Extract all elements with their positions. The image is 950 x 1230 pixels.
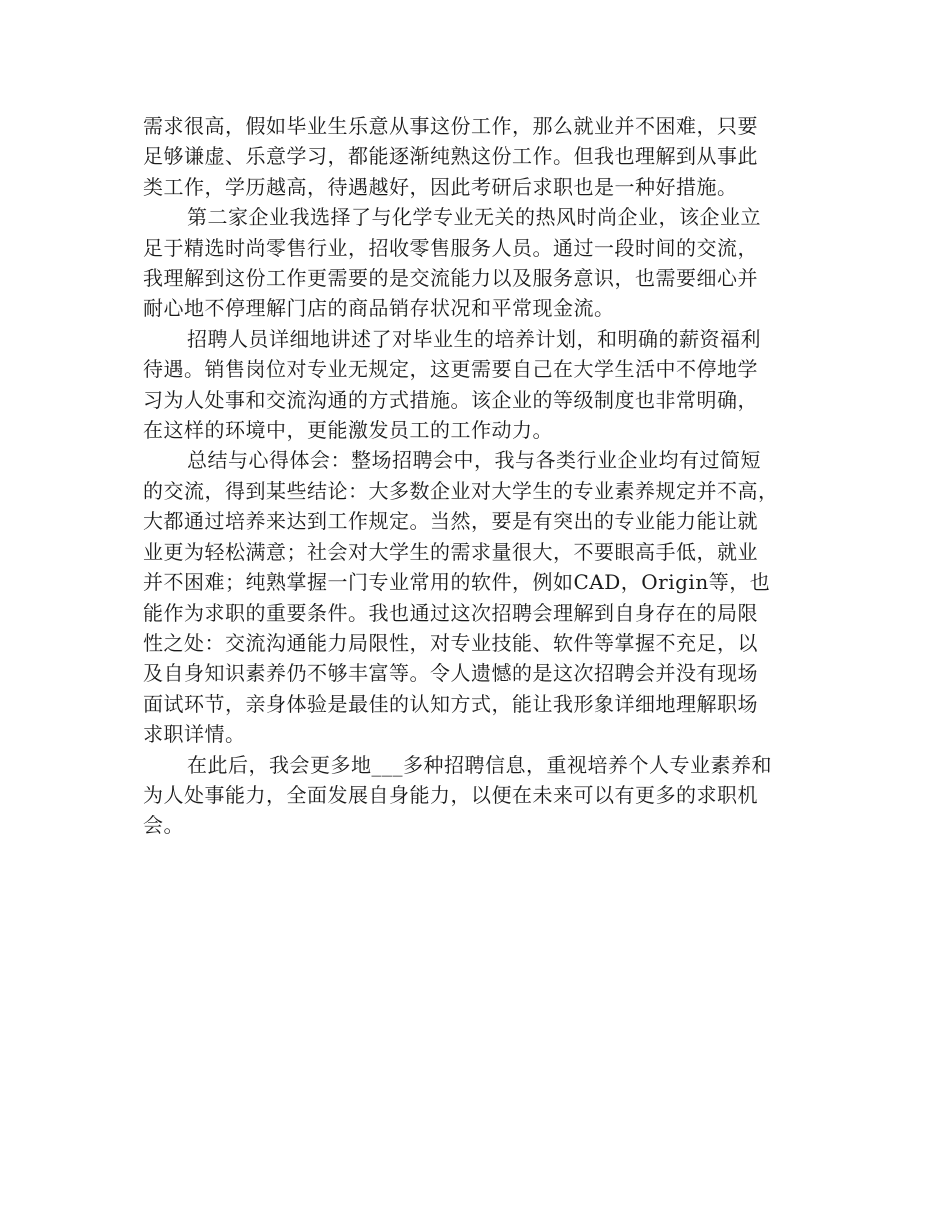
text-line: 习为人处事和交流沟通的方式措施。该企业的等级制度也非常明确，: [143, 387, 758, 412]
paragraph-2: [143, 202, 808, 324]
text-line: 耐心地不停理解门店的商品销存状况和平常现金流。: [143, 296, 615, 321]
text-line: 会。: [143, 813, 184, 838]
text-line: 及自身知识素养仍不够丰富等。令人遗憾的是这次招聘会并没有现场: [143, 661, 758, 686]
text-line: 我理解到这份工作更需要的是交流能力以及服务意识，也需要细心并: [143, 266, 758, 291]
text-line: 待遇。销售岗位对专业无规定，这更需要自己在大学生活中不停地学: [143, 357, 758, 382]
document-body: [143, 111, 808, 841]
text-line: 为人处事能力，全面发展自身能力，以便在未来可以有更多的求职机: [143, 782, 758, 807]
text-line: 在此后，我会更多地___多种招聘信息，重视培养个人专业素养和: [187, 752, 772, 777]
text-line: 面试环节，亲身体验是最佳的认知方式，能让我形象详细地理解职场: [143, 691, 758, 716]
text-line: 并不困难；纯熟掌握一门专业常用的软件，例如CAD，Origin等，也: [143, 570, 771, 595]
paragraph-4: [143, 445, 808, 749]
text-line: 性之处：交流沟通能力局限性，对专业技能、软件等掌握不充足，以: [143, 630, 758, 655]
paragraph-1: [143, 111, 808, 202]
text-line: 类工作，学历越高，待遇越好，因此考研后求职也是一种好措施。: [143, 174, 738, 199]
text-line: 需求很高，假如毕业生乐意从事这份工作，那么就业并不困难，只要: [143, 114, 758, 138]
paragraph-5: [143, 750, 808, 841]
text-line: 在这样的环境中，更能激发员工的工作动力。: [143, 418, 553, 443]
text-line: 能作为求职的重要条件。我也通过这次招聘会理解到自身存在的局限: [143, 600, 758, 625]
text-line: 足够谦虚、乐意学习，都能逐渐纯熟这份工作。但我也理解到从事此: [143, 144, 758, 169]
text-line: 求职详情。: [143, 722, 246, 747]
text-line: 大都通过培养来达到工作规定。当然，要是有突出的专业能力能让就: [143, 509, 758, 534]
text-line: 的交流，得到某些结论：大多数企业对大学生的专业素养规定并不高，: [143, 478, 779, 503]
paragraph-3: [143, 324, 808, 446]
text-line: 第二家企业我选择了与化学专业无关的热风时尚企业，该企业立: [187, 205, 761, 230]
text-line: 招聘人员详细地讲述了对毕业生的培养计划，和明确的薪资福利: [187, 326, 761, 351]
text-line: 足于精选时尚零售行业，招收零售服务人员。通过一段时间的交流，: [143, 235, 758, 260]
text-line: 总结与心得体会：整场招聘会中，我与各类行业企业均有过简短: [187, 448, 761, 473]
text-line: 业更为轻松满意；社会对大学生的需求量很大，不要眼高手低，就业: [143, 539, 758, 564]
